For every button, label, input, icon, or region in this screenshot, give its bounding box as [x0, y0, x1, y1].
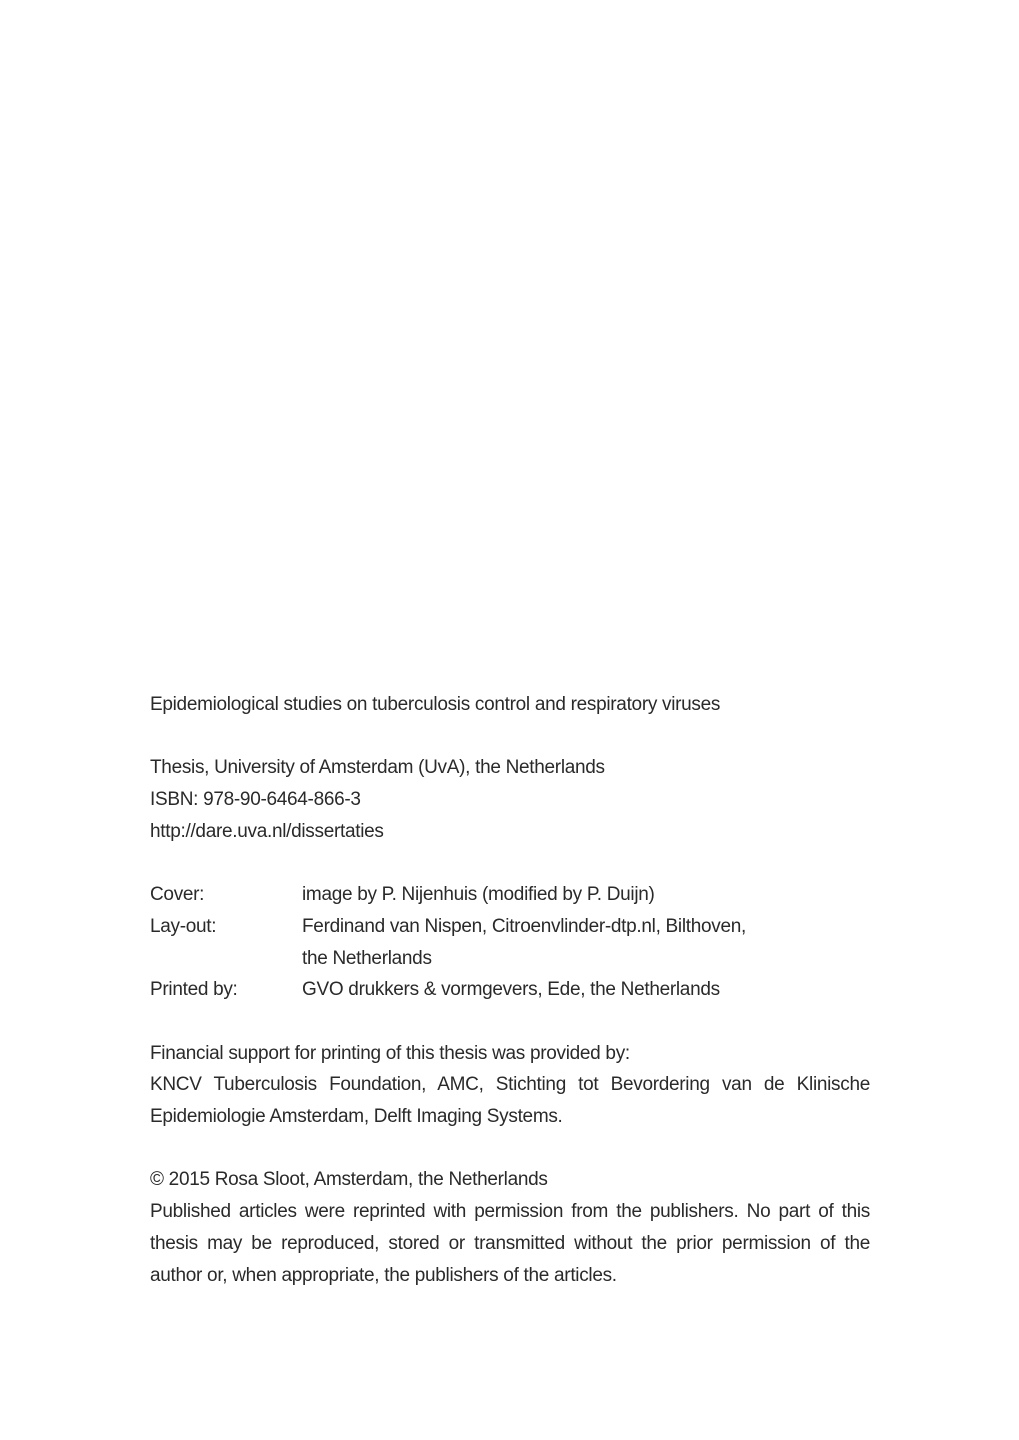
credit-label-cover: Cover:: [150, 884, 205, 906]
isbn-line: ISBN: 978-90-6464-866-3: [150, 789, 361, 811]
colophon: [150, 689, 870, 1291]
credit-value-layout-line2: the Netherlands: [302, 947, 432, 969]
credit-value-printer: GVO drukkers & vormgevers, Ede, the Netherlands: [302, 979, 720, 1001]
credit-value-cover: image by P. Nijenhuis (modified by P. Duijn): [302, 884, 655, 906]
credit-label-layout: Lay-out:: [150, 915, 217, 937]
spacer: [150, 848, 870, 880]
funding-block: [150, 1038, 870, 1133]
funding-text: KNCV Tuberculosis Foundation, AMC, Stichting tot Bevordering van de Klinische Epidemiologie Amsterdam, Delft Imaging Systems.: [150, 1074, 870, 1128]
credit-value-layout: [302, 911, 870, 974]
spacer: [150, 1133, 870, 1165]
thesis-info-block: [150, 752, 870, 847]
thesis-title: Epidemiological studies on tuberculosis control and respiratory viruses: [150, 694, 721, 715]
credit-row-printer: [150, 974, 870, 1006]
copyright-block: [150, 1164, 870, 1291]
credit-value-layout-line1: Ferdinand van Nispen, Citroenvlinder-dtp.nl, Bilthoven,: [302, 915, 746, 937]
repository-url: http://dare.uva.nl/dissertaties: [150, 820, 384, 842]
credit-row-layout: [150, 911, 870, 974]
thesis-university-line: Thesis, University of Amsterdam (UvA), the Netherlands: [150, 757, 605, 779]
copyright-line: © 2015 Rosa Sloot, Amsterdam, the Netherlands: [150, 1169, 548, 1191]
credits-block: [150, 879, 870, 1006]
copyright-text: Published articles were reprinted with permission from the publishers. No part of this thesis may be reproduced, stored or transmitted without the prior permission of the author or, when appropriate, the publishers of the articles.: [150, 1201, 870, 1286]
spacer: [150, 1006, 870, 1038]
credit-label-printer: Printed by:: [150, 979, 238, 1001]
spacer: [150, 721, 870, 753]
funding-heading: Financial support for printing of this thesis was provided by:: [150, 1042, 630, 1064]
credit-row-cover: [150, 879, 870, 911]
thesis-title-block: [150, 689, 870, 721]
